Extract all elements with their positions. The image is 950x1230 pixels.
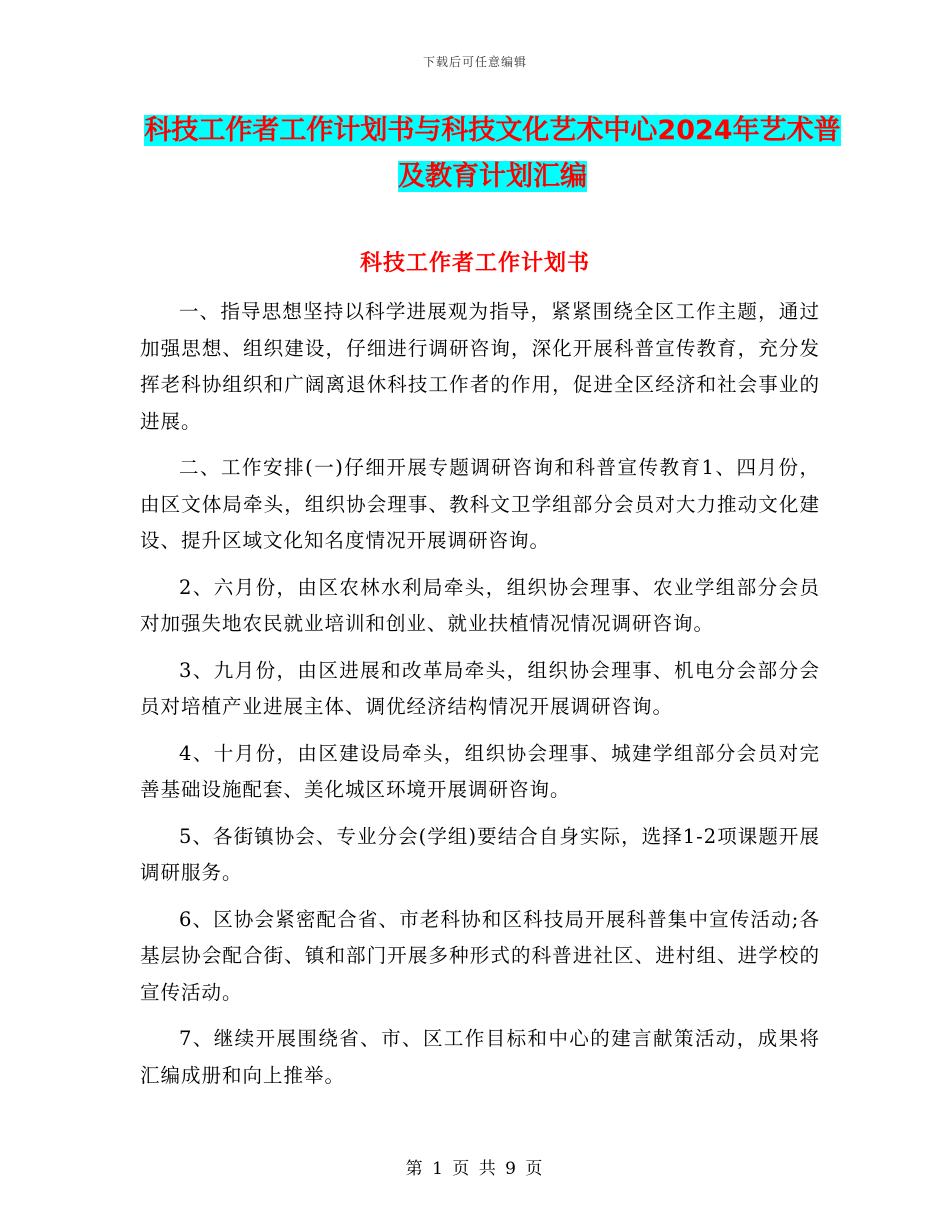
header-note: 下载后可任意编辑 bbox=[422, 55, 527, 69]
document-title bbox=[140, 108, 845, 200]
paragraph-work-arrangement: 二、工作安排(一)仔细开展专题调研咨询和科普宣传教育1、四月份，由区文体局牵头，组织协会理事、教科文卫学组部分会员对大力推动文化建设、提升区域文化知名度情况开展调研咨询。 bbox=[140, 456, 820, 552]
paragraph-october: 4、十月份，由区建设局牵头，组织协会理事、城建学组部分会员对完善基础设施配套、美化城区环境开展调研咨询。 bbox=[140, 741, 820, 801]
paragraph-publicity: 6、区协会紧密配合省、市老科协和区科技局开展科普集中宣传活动;各基层协会配合街、镇和部门开展多种形式的科普进社区、进村组、进学校的宣传活动。 bbox=[140, 907, 820, 1004]
paragraph-september: 3、九月份，由区进展和改革局牵头，组织协会理事、机电分会部分会员对培植产业进展主体、调优经济结构情况开展调研咨询。 bbox=[140, 658, 820, 718]
document-body bbox=[140, 294, 820, 1104]
section-title: 科技工作者工作计划书 bbox=[359, 251, 590, 276]
paragraph-guiding-ideology: 一、指导思想坚持以科学进展观为指导，紧紧围绕全区工作主题，通过加强思想、组织建设，仔细进行调研咨询，深化开展科普宣传教育，充分发挥老科协组织和广阔离退休科技工作者的作用，促进全区经济和社会事业的进展。 bbox=[140, 300, 820, 433]
paragraph-june: 2、六月份，由区农林水利局牵头，组织协会理事、农业学组部分会员对加强失地农民就业培训和创业、就业扶植情况情况调研咨询。 bbox=[140, 575, 820, 635]
paragraph-suggestions: 7、继续开展围绕省、市、区工作目标和中心的建言献策活动，成果将汇编成册和向上推举。 bbox=[140, 1027, 820, 1087]
paragraph-street-associations: 5、各街镇协会、专业分会(学组)要结合自身实际，选择1-2项课题开展调研服务。 bbox=[140, 824, 820, 884]
document-title-text: 科技工作者工作计划书与科技文化艺术中心2024年艺术普及教育计划汇编 bbox=[144, 115, 841, 192]
page-number: 第 1 页 共 9 页 bbox=[405, 1159, 545, 1179]
